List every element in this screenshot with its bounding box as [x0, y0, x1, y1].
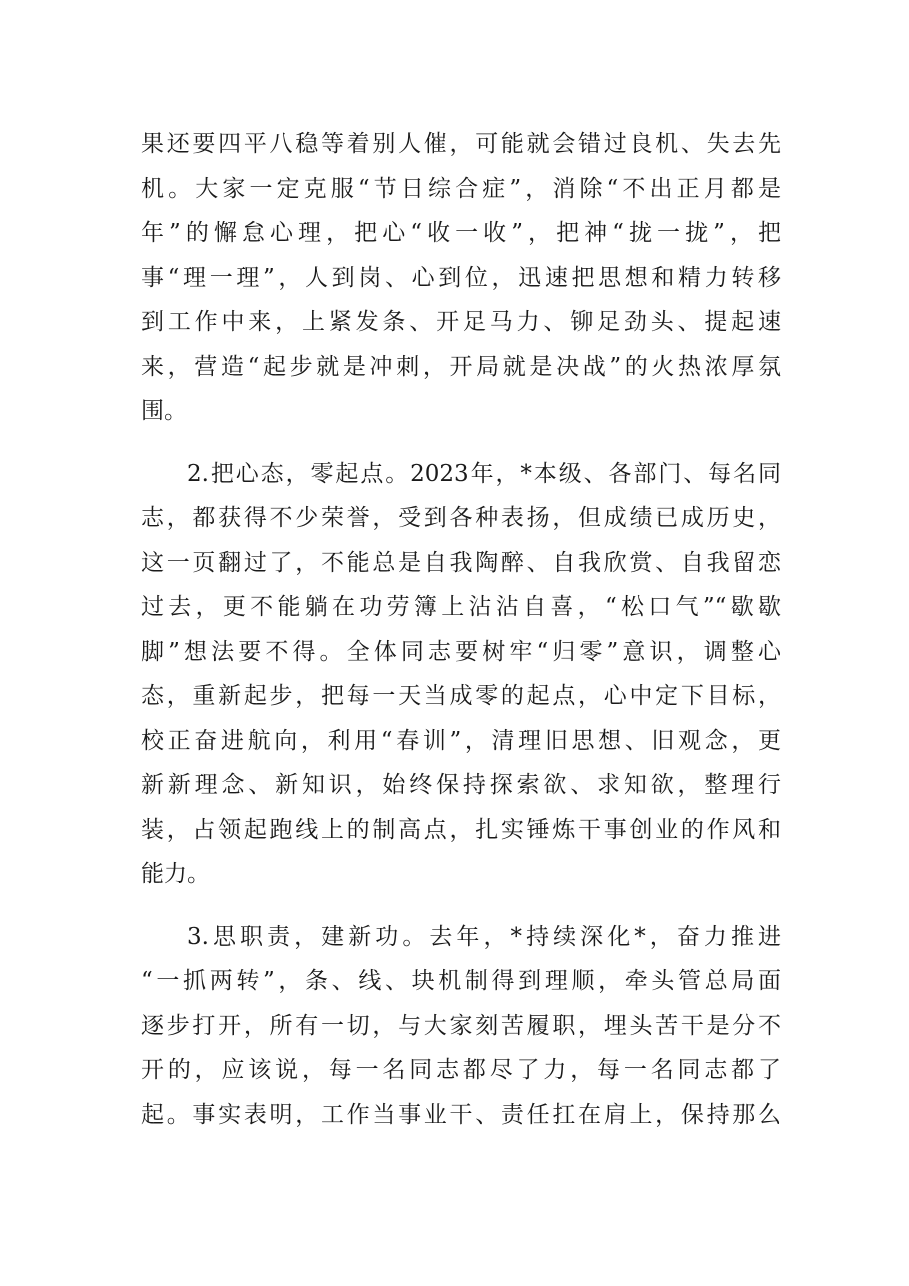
text-line: 来，营造“起步就是冲刺，开局就是决战”的火热浓厚氛 — [141, 353, 781, 380]
text-line: 机。大家一定克服“节日综合症”，消除“不出正月都是 — [141, 175, 781, 202]
paragraph-1 — [141, 122, 781, 434]
text-line: 事“理一理”，人到岗、心到位，迅速把思想和精力转移 — [141, 264, 781, 291]
text-line: 果还要四平八稳等着别人催，可能就会错过良机、失去先 — [141, 131, 781, 157]
text-line: 逐步打开，所有一切，与大家刻苦履职，埋头苦干是分不 — [141, 1012, 781, 1039]
text-line: 过去，更不能躺在功劳簿上沾沾自喜，“松口气”“歇歇 — [141, 594, 781, 620]
paragraph-spacer — [141, 434, 781, 452]
text-line: 2.把心态，零起点。2023年，*本级、各部门、每名同 — [187, 460, 781, 487]
text-line: 起。事实表明，工作当事业干、责任扛在肩上，保持那么 — [141, 1101, 781, 1128]
text-line: 能力。 — [141, 861, 210, 887]
text-line: 态，重新起步，把每一天当成零的起点，心中定下目标， — [141, 683, 781, 709]
paragraph-spacer — [141, 897, 781, 915]
paragraph-3 — [141, 915, 781, 1138]
text-line: 装，占领起跑线上的制高点，扎实锤炼干事创业的作风和 — [141, 816, 781, 843]
text-line: 这一页翻过了，不能总是自我陶醉、自我欣赏、自我留恋 — [141, 549, 781, 576]
text-line: 年”的懈怠心理，把心“收一收”，把神“拢一拢”，把 — [141, 220, 781, 246]
text-line: 到工作中来，上紧发条、开足马力、铆足劲头、提起速 — [141, 309, 781, 335]
text-line: 脚”想法要不得。全体同志要树牢“归零”意识，调整心 — [141, 638, 781, 665]
text-line: 新新理念、新知识，始终保持探索欲、求知欲，整理行 — [141, 772, 781, 798]
text-line: 3.思职责，建新功。去年，*持续深化*，奋力推进 — [187, 923, 781, 950]
text-line: “一抓两转”，条、线、块机制得到理顺，牵头管总局面 — [141, 968, 781, 994]
document-body — [141, 122, 781, 1137]
text-line: 围。 — [141, 398, 187, 424]
text-line: 开的，应该说，每一名同志都尽了力，每一名同志都了 — [141, 1057, 781, 1083]
paragraph-2 — [141, 452, 781, 897]
text-line: 校正奋进航向，利用“春训”，清理旧思想、旧观念，更 — [141, 727, 781, 754]
text-line: 志，都获得不少荣誉，受到各种表扬，但成绩已成历史， — [141, 505, 781, 531]
